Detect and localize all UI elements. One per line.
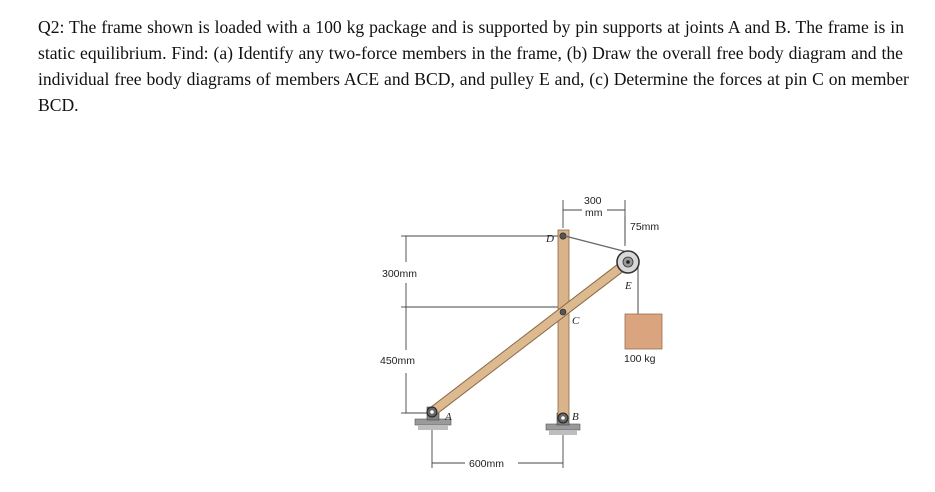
- question-text: Q2: The frame shown is loaded with a 100 kg package and is supported by pin supports at joints A and B. The frame is in static equilibrium. Find: (a) Identify any two-force members in the frame, (b) Draw the overall free body diagram and the individual free body diagrams of members ACE and BCD, and pulley E and, (c) Determine the forces at pin C on member BCD.: [38, 17, 909, 115]
- point-d-label: D: [546, 233, 554, 245]
- dim-600mm-bottom: 600mm: [469, 458, 505, 470]
- dim-300mm-top-unit: mm: [585, 207, 603, 219]
- member-ace: [432, 262, 628, 412]
- point-c-label: C: [572, 315, 580, 327]
- point-a-label: A: [445, 411, 452, 423]
- point-b-label: B: [572, 411, 579, 423]
- load-label: 100 kg: [624, 353, 656, 365]
- member-bcd: [558, 230, 569, 420]
- package: [625, 314, 662, 349]
- dim-450mm-left: 450mm: [380, 355, 416, 367]
- dim-75mm: 75mm: [630, 221, 660, 233]
- point-e-label: E: [625, 280, 632, 292]
- pulley-e: [617, 251, 639, 273]
- dim-300mm-top: 300: [584, 195, 602, 207]
- dim-300mm-left: 300mm: [382, 268, 418, 280]
